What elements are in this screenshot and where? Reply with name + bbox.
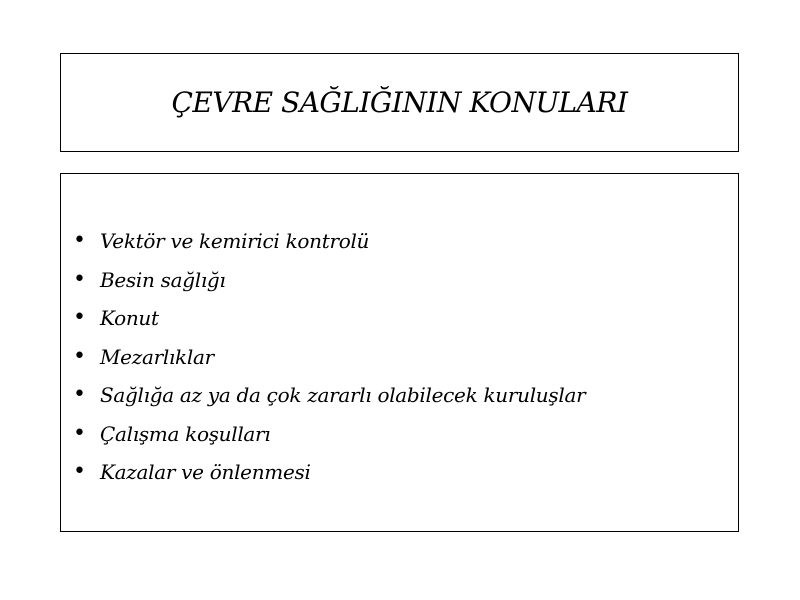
list-item-text: Kazalar ve önlenmesi [100, 460, 311, 485]
bullet-icon: • [73, 228, 86, 254]
list-item-text: Konut [100, 306, 159, 331]
list-item-text: Vektör ve kemirici kontrolü [100, 229, 370, 254]
bullet-icon: • [73, 266, 86, 292]
bullet-icon: • [73, 420, 86, 446]
list-item-text: Çalışma koşulları [100, 421, 271, 446]
list-item [73, 222, 728, 261]
list-item [73, 453, 728, 492]
bullet-list [73, 222, 728, 492]
list-item-text: Besin sağlığı [100, 267, 226, 292]
list-item-text: Mezarlıklar [100, 344, 214, 369]
list-item [73, 376, 728, 415]
bullet-icon: • [73, 343, 86, 369]
list-item [73, 338, 728, 377]
list-item [73, 299, 728, 338]
bullet-icon: • [73, 459, 86, 485]
list-item [73, 261, 728, 300]
bullet-icon: • [73, 382, 86, 408]
title-box [60, 53, 739, 152]
slide-title: ÇEVRE SAĞLIĞININ KONULARI [171, 86, 628, 119]
list-item-text: Sağlığa az ya da çok zararlı olabilecek kuruluşlar [100, 383, 586, 408]
list-item [73, 415, 728, 454]
content-box [60, 173, 739, 532]
bullet-icon: • [73, 305, 86, 331]
